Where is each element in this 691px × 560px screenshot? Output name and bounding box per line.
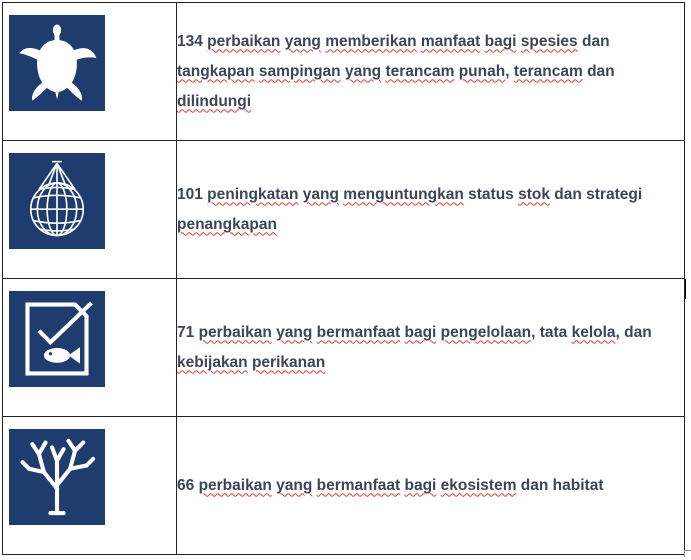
table-row bbox=[3, 417, 685, 555]
spellcheck-word: yang bbox=[276, 323, 313, 341]
spellcheck-word: spesies bbox=[520, 32, 578, 50]
text-run: 66 bbox=[177, 476, 199, 494]
table-row bbox=[3, 279, 685, 417]
text-run: 71 bbox=[177, 323, 199, 341]
spellcheck-word: yang bbox=[302, 185, 339, 203]
row-text bbox=[177, 318, 684, 378]
spellcheck-word: kelola bbox=[571, 323, 616, 341]
spellcheck-word: bermanfaat bbox=[316, 476, 401, 494]
text-run: dan bbox=[577, 32, 610, 50]
spellcheck-word: yang bbox=[344, 62, 382, 80]
spellcheck-word: menguntungkan bbox=[343, 185, 464, 203]
spellcheck-word: yang bbox=[284, 32, 321, 50]
spellcheck-word: perbaikan bbox=[207, 32, 281, 50]
spellcheck-word: bagi bbox=[404, 323, 437, 341]
spellcheck-word: perbaikan bbox=[198, 476, 272, 494]
spellcheck-word: stok bbox=[518, 185, 550, 203]
table-row bbox=[3, 141, 685, 279]
text-run: dan strategi bbox=[549, 185, 643, 203]
spellcheck-word: punah bbox=[458, 62, 506, 80]
spellcheck-word: terancam bbox=[385, 62, 455, 80]
text-run: 101 bbox=[177, 185, 208, 203]
spellcheck-word: kebijakan bbox=[177, 353, 248, 371]
row-text bbox=[177, 27, 684, 117]
fishing-net-globe-icon bbox=[9, 153, 105, 249]
spellcheck-word: terancam bbox=[513, 62, 583, 80]
impact-table bbox=[2, 2, 685, 555]
spellcheck-word: manfaat bbox=[420, 32, 481, 50]
spellcheck-word: ekosistem bbox=[440, 476, 517, 494]
spellcheck-word: bagi bbox=[404, 476, 437, 494]
text-run: dan habitat bbox=[516, 476, 604, 494]
spellcheck-word: memberikan bbox=[325, 32, 417, 50]
fish-checklist-icon bbox=[9, 291, 105, 387]
spellcheck-word: bagi bbox=[484, 32, 517, 50]
spellcheck-word: peningkatan bbox=[207, 185, 299, 203]
row-text bbox=[177, 180, 684, 240]
text-run: , tata bbox=[531, 323, 572, 341]
text-run: , dan bbox=[615, 323, 652, 341]
spellcheck-word: sampingan bbox=[258, 62, 341, 80]
row-text bbox=[177, 471, 684, 501]
spellcheck-word: dilindungi bbox=[177, 92, 252, 110]
text-cell bbox=[177, 141, 685, 279]
text-cell bbox=[177, 3, 685, 141]
icon-cell bbox=[3, 3, 177, 141]
text-cursor bbox=[685, 279, 686, 299]
text-cell bbox=[177, 417, 685, 555]
icon-cell bbox=[3, 279, 177, 417]
page-corner-marker bbox=[684, 550, 691, 557]
spellcheck-word: perbaikan bbox=[198, 323, 272, 341]
text-run: 134 bbox=[177, 32, 208, 50]
icon-cell bbox=[3, 417, 177, 555]
spellcheck-word: yang bbox=[276, 476, 313, 494]
text-run: dan bbox=[582, 62, 615, 80]
text-run: status bbox=[463, 185, 519, 203]
turtle-icon bbox=[9, 15, 105, 111]
text-cell bbox=[177, 279, 685, 417]
icon-cell bbox=[3, 141, 177, 279]
spellcheck-word: pengelolaan bbox=[440, 323, 532, 341]
coral-icon bbox=[9, 429, 105, 525]
table-row bbox=[3, 3, 685, 141]
spellcheck-word: perikanan bbox=[251, 353, 326, 371]
spellcheck-word: penangkapan bbox=[177, 215, 277, 233]
spellcheck-word: bermanfaat bbox=[316, 323, 401, 341]
spellcheck-word: tangkapan bbox=[177, 62, 255, 80]
text-run: , bbox=[505, 62, 514, 80]
